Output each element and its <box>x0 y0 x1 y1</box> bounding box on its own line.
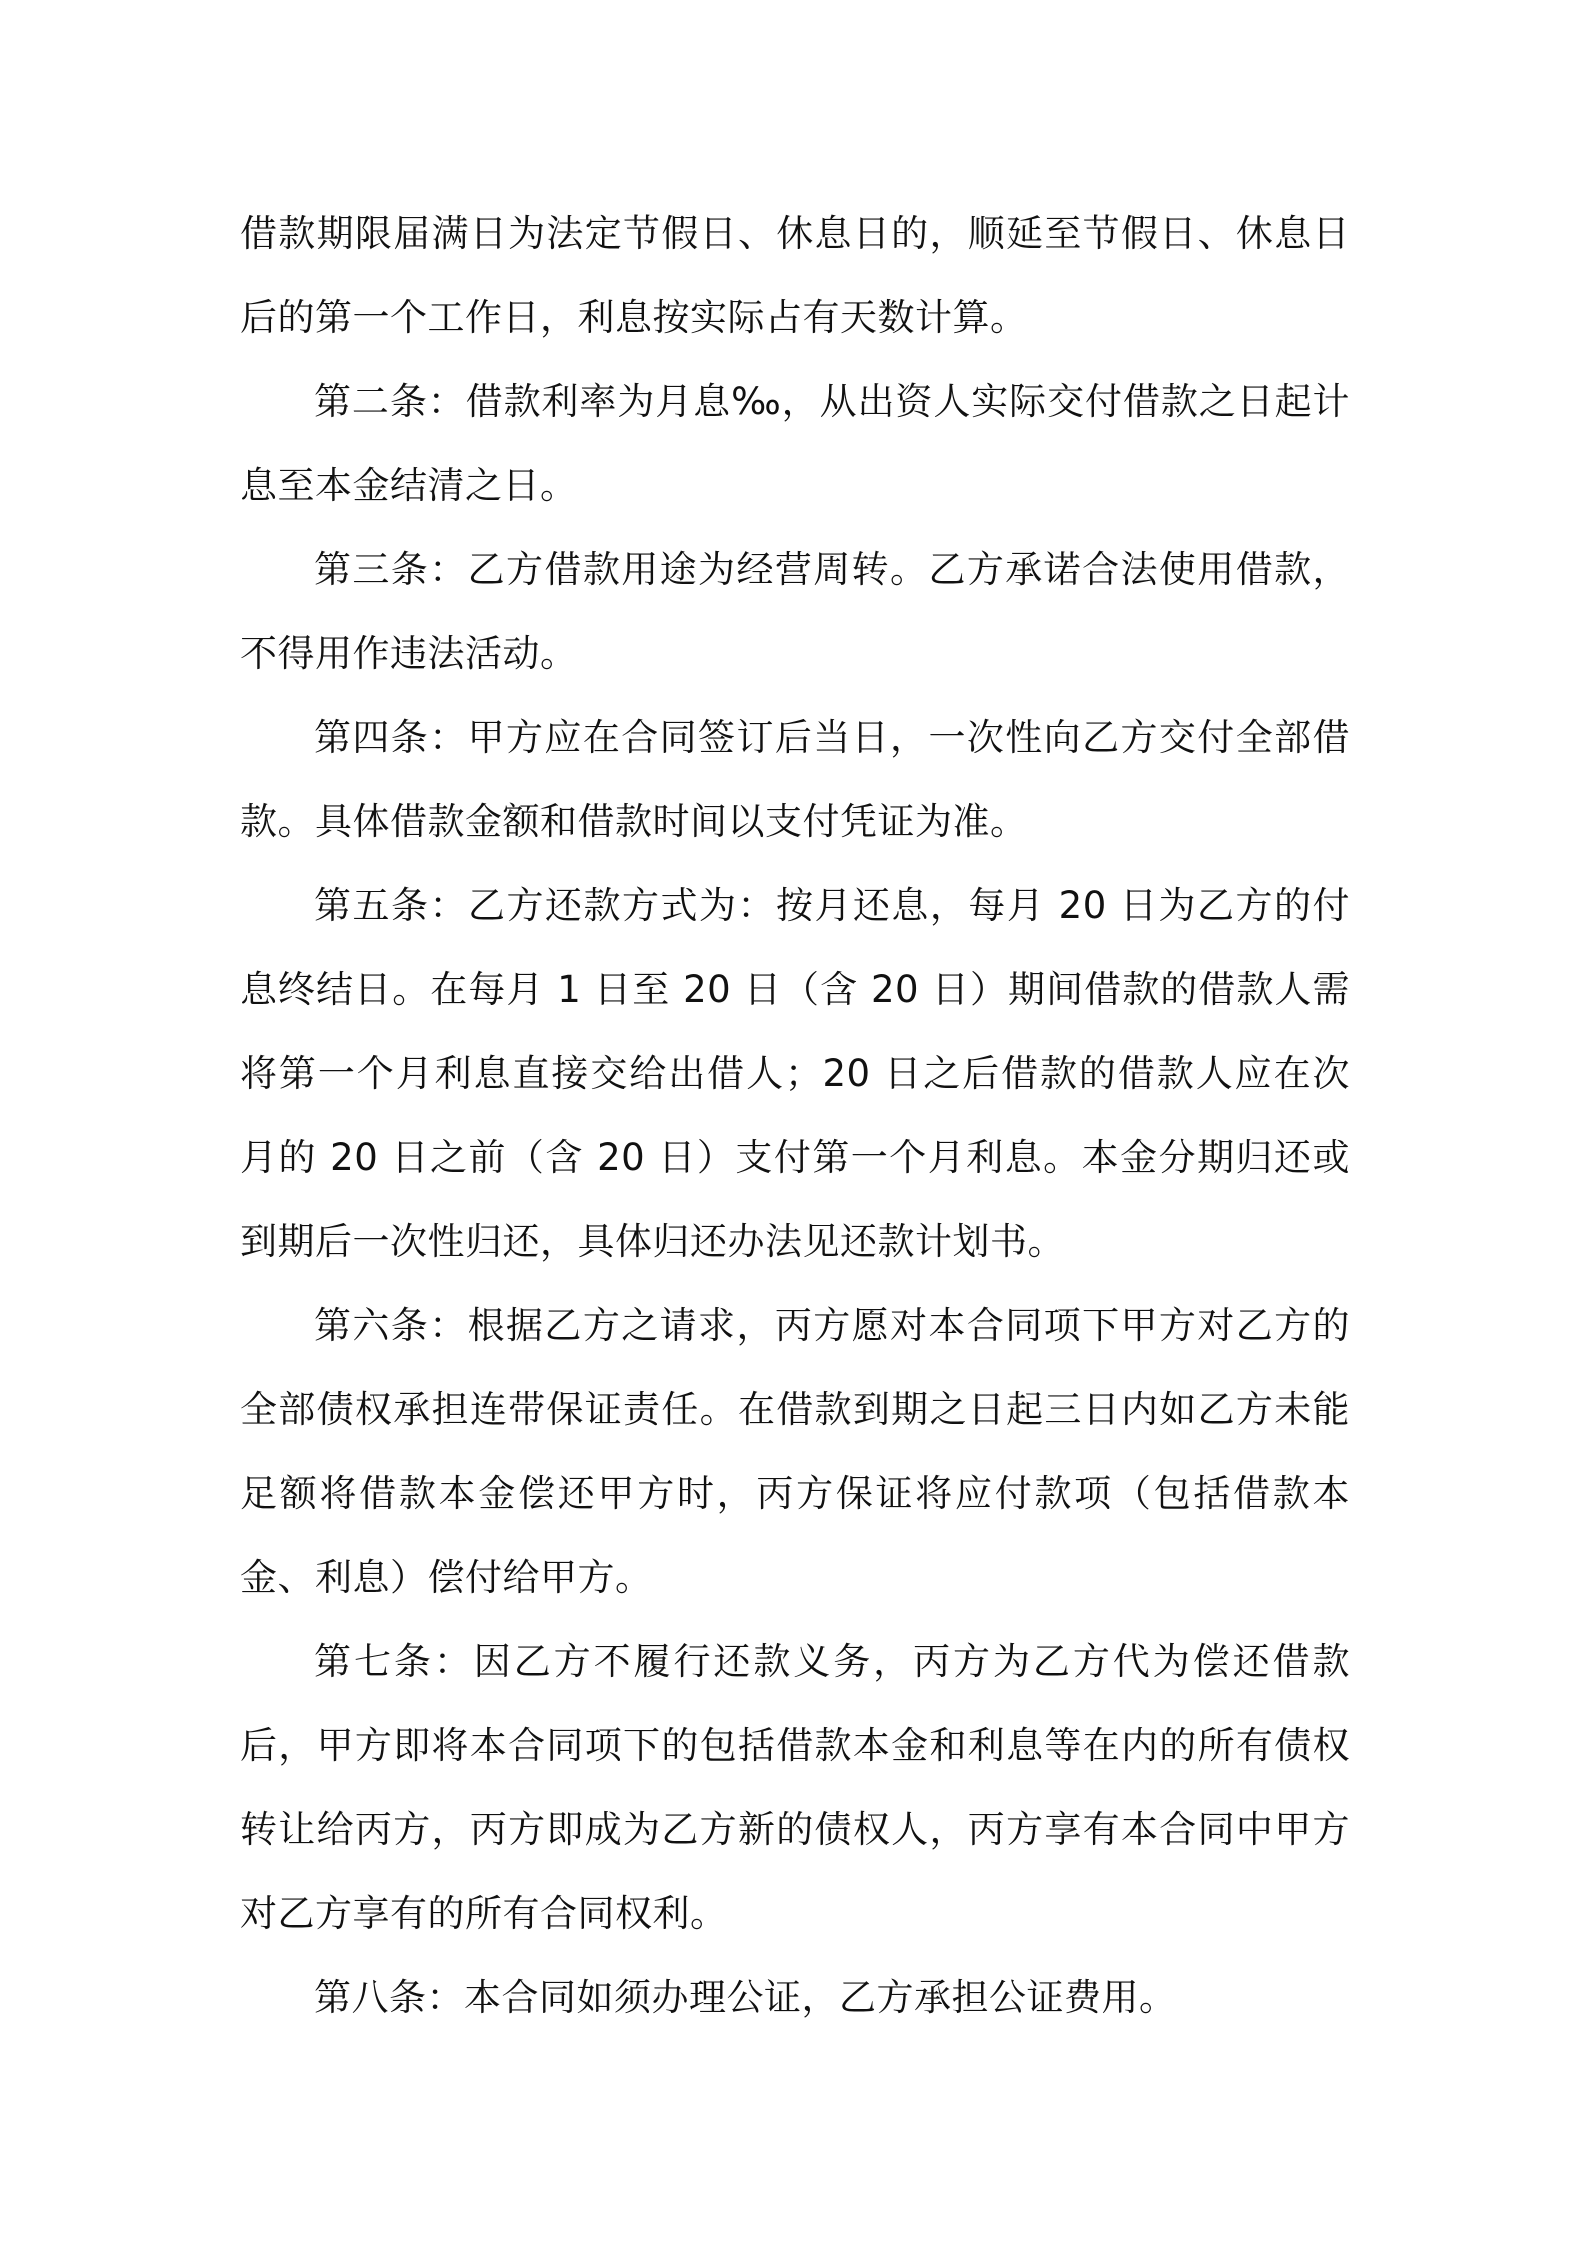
paragraph-article-5: 第五条：乙方还款方式为：按月还息，每月 20 日为乙方的付息终结日。在每月 1 日至 20 日（含 20 日）期间借款的借款人需将第一个月利息直接交给出借人；20 日之后借款的借款人应在次月的 20 日之前（含 20 日）支付第一个月利息。本金分期归还或到期后一次性归还，具体归还办法见还款计划书。 <box>240 884 1350 1263</box>
paragraph-article-6: 第六条：根据乙方之请求，丙方愿对本合同项下甲方对乙方的全部债权承担连带保证责任。在借款到期之日起三日内如乙方未能足额将借款本金偿还甲方时，丙方保证将应付款项（包括借款本金、利息）偿付给甲方。 <box>240 1304 1350 1599</box>
paragraph-article-4: 第四条：甲方应在合同签订后当日，一次性向乙方交付全部借款。具体借款金额和借款时间以支付凭证为准。 <box>240 716 1350 843</box>
paragraph-article-7: 第七条：因乙方不履行还款义务，丙方为乙方代为偿还借款后，甲方即将本合同项下的包括借款本金和利息等在内的所有债权转让给丙方，丙方即成为乙方新的债权人，丙方享有本合同中甲方对乙方享有的所有合同权利。 <box>240 1640 1350 1935</box>
paragraph-article-3: 第三条：乙方借款用途为经营周转。乙方承诺合法使用借款，不得用作违法活动。 <box>240 548 1350 675</box>
paragraph-article-2: 第二条：借款利率为月息‰，从出资人实际交付借款之日起计息至本金结清之日。 <box>240 380 1350 507</box>
contract-body <box>240 192 1350 2040</box>
paragraph-continuation: 借款期限届满日为法定节假日、休息日的，顺延至节假日、休息日后的第一个工作日，利息按实际占有天数计算。 <box>240 212 1350 339</box>
paragraph-article-8: 第八条：本合同如须办理公证，乙方承担公证费用。 <box>314 1976 1177 2019</box>
